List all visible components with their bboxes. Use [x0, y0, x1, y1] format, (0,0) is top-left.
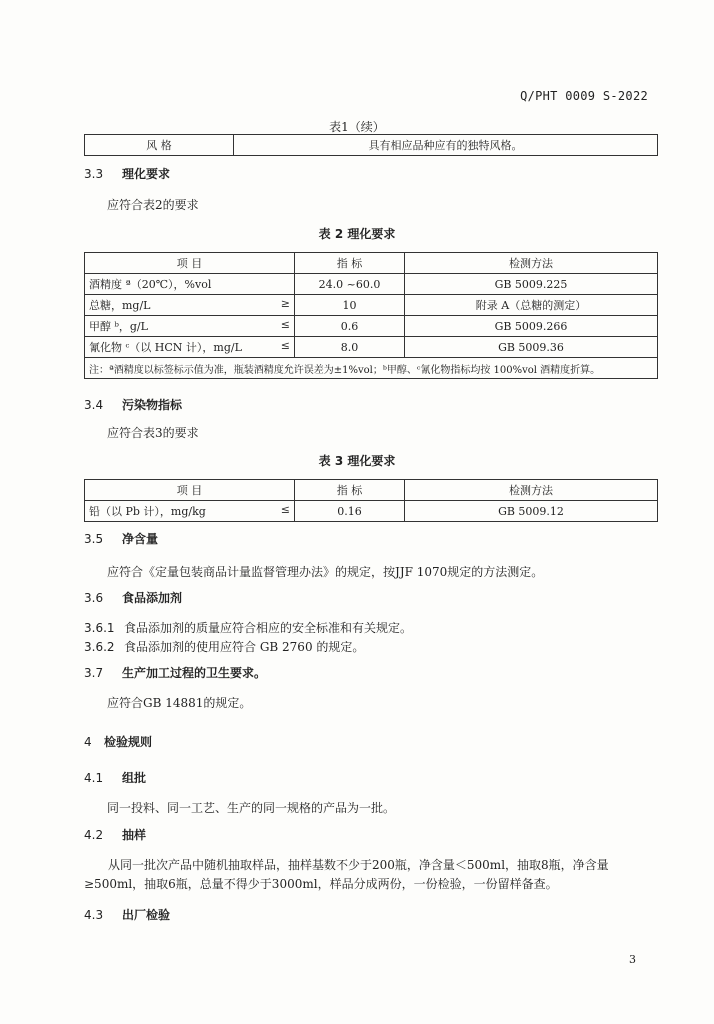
table-header-row: [85, 253, 658, 274]
table-row: [85, 337, 658, 358]
section-number: 4: [84, 735, 92, 749]
table-row: [85, 316, 658, 337]
page-number: 3: [629, 953, 636, 966]
section-number: 4.1: [84, 771, 104, 785]
section-3-7-heading: [84, 664, 266, 681]
section-3-4-heading: [84, 396, 182, 413]
section-3-5-text: 应符合《定量包装商品计量监督管理办法》的规定，按JJF 1070规定的方法测定。: [107, 565, 544, 579]
table-cell-item: [85, 295, 295, 316]
table-cell-method: GB 5009.266: [405, 316, 658, 337]
table-cell-value: 0.6: [295, 316, 405, 337]
table-header: 指 标: [295, 253, 405, 274]
item-label: 总糖，mg/L: [89, 299, 151, 312]
table-cell-value: 0.16: [295, 501, 405, 522]
section-title: 污染物指标: [122, 398, 183, 412]
section-number: 3.7: [84, 666, 104, 680]
section-title: 检验规则: [104, 735, 153, 749]
section-4-1-heading: [84, 769, 146, 786]
document-code: Q/PHT 0009 S-2022: [520, 89, 648, 103]
section-title: 出厂检验: [122, 908, 171, 922]
section-4-2-heading: [84, 826, 146, 843]
table-row: [85, 135, 658, 156]
table-header: 项 目: [85, 480, 295, 501]
subsection-text: 食品添加剂的质量应符合相应的安全标准和有关规定。: [124, 621, 413, 635]
section-title: 组批: [122, 771, 147, 785]
comparison-symbol: ≤: [280, 339, 290, 352]
item-label: 酒精度 ª（20℃），%vol: [89, 278, 212, 291]
table2: [84, 252, 658, 379]
section-number: 3.4: [84, 398, 104, 412]
table-cell-value: 24.0 ~60.0: [295, 274, 405, 295]
section-title: 食品添加剂: [122, 591, 183, 605]
subsection-text: 食品添加剂的使用应符合 GB 2760 的规定。: [124, 640, 365, 654]
table2-caption: 表 2 理化要求: [318, 227, 396, 241]
table-header: 检测方法: [405, 480, 658, 501]
section-4-heading: [84, 733, 152, 750]
section-number: 4.3: [84, 908, 104, 922]
section-number: 4.2: [84, 828, 104, 842]
section-number: 3.6: [84, 591, 104, 605]
section-4-3-heading: [84, 906, 170, 923]
subsection-3-6-2: [84, 638, 364, 655]
table1-caption: 表1（续）: [329, 120, 385, 134]
comparison-symbol: ≤: [280, 503, 290, 516]
comparison-symbol: ≤: [280, 318, 290, 331]
table-header-row: [85, 480, 658, 501]
section-title: 净含量: [122, 532, 159, 546]
table-header: 检测方法: [405, 253, 658, 274]
table-cell-value: 具有相应品种应有的独特风格。: [234, 135, 658, 156]
item-label: 铅（以 Pb 计），mg/kg: [89, 505, 206, 518]
table-row: [85, 295, 658, 316]
section-3-6-heading: [84, 589, 182, 606]
table-header: 项 目: [85, 253, 295, 274]
table3-caption: 表 3 理化要求: [318, 454, 396, 468]
table-row: [85, 274, 658, 295]
section-title: 理化要求: [122, 167, 171, 181]
section-3-4-text: 应符合表3的要求: [107, 426, 199, 440]
table-cell-item: [85, 501, 295, 522]
section-title: 生产加工过程的卫生要求。: [122, 666, 267, 680]
item-label: 氰化物 ᶜ（以 HCN 计），mg/L: [89, 341, 242, 354]
table-cell-method: GB 5009.12: [405, 501, 658, 522]
subsection-number: 3.6.1: [84, 621, 115, 635]
section-4-1-text: 同一投料、同一工艺、生产的同一规格的产品为一批。: [107, 801, 396, 815]
section-number: 3.3: [84, 167, 104, 181]
table-cell-method: GB 5009.225: [405, 274, 658, 295]
item-label: 甲醇 ᵇ，g/L: [89, 320, 148, 333]
table-note-row: [85, 358, 658, 379]
section-number: 3.5: [84, 532, 104, 546]
table1-continued: [84, 134, 658, 156]
subsection-3-6-1: [84, 619, 412, 636]
table-cell-item: [85, 337, 295, 358]
table-cell-method: 附录 A（总糖的测定）: [405, 295, 658, 316]
table-row: [85, 501, 658, 522]
section-3-5-heading: [84, 530, 158, 547]
section-4-2-text: 从同一批次产品中随机抽取样品，抽样基数不少于200瓶，净含量＜500ml，抽取8瓶，净含量≥500ml，抽取6瓶，总量不得少于3000ml，样品分成两份，一份检验，一份留样备查。: [84, 858, 609, 891]
table-cell-item: [85, 274, 295, 295]
subsection-number: 3.6.2: [84, 640, 115, 654]
table-cell-method: GB 5009.36: [405, 337, 658, 358]
table-cell-value: 10: [295, 295, 405, 316]
table-cell-item: 风 格: [85, 135, 234, 156]
table-note: 注：ª酒精度以标签标示值为准，瓶装酒精度允许误差为±1%vol；ᵇ甲醇、ᶜ氰化物指标均按 100%vol 酒精度折算。: [85, 358, 658, 379]
table3: [84, 479, 658, 522]
table-header: 指 标: [295, 480, 405, 501]
table-cell-item: [85, 316, 295, 337]
section-3-3-text: 应符合表2的要求: [107, 198, 199, 212]
comparison-symbol: ≥: [280, 297, 290, 310]
section-3-7-text: 应符合GB 14881的规定。: [107, 696, 252, 710]
section-3-3-heading: [84, 165, 170, 182]
section-title: 抽样: [122, 828, 147, 842]
table-cell-value: 8.0: [295, 337, 405, 358]
